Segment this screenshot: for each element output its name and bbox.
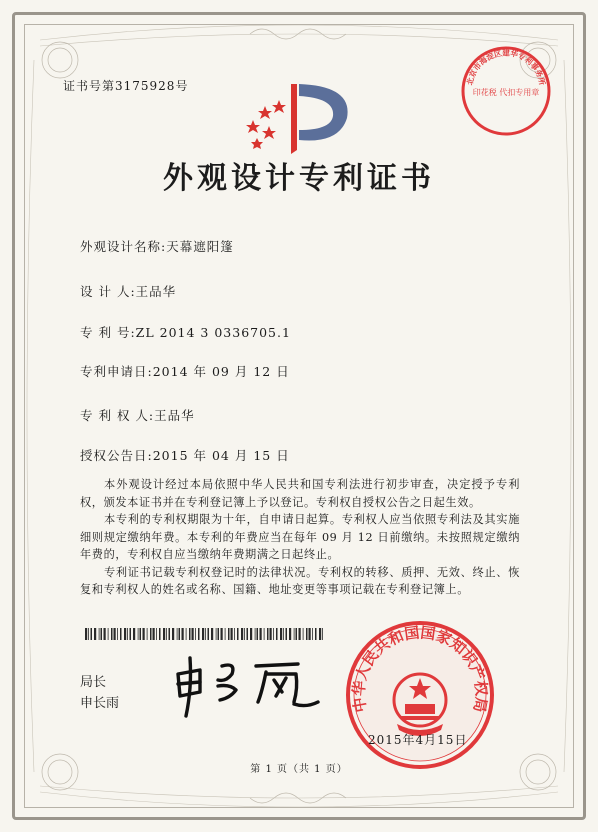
field-value: 王品华 xyxy=(135,284,177,299)
field-label: 设 计 人: xyxy=(80,284,136,299)
field-value: 天幕遮阳篷 xyxy=(166,239,234,254)
svg-text:北京市海淀区建华专利事务所 xyxy=(464,48,548,87)
field-label: 专利申请日: xyxy=(80,364,153,379)
seal-date: 2015年4月15日 xyxy=(368,733,468,747)
field-value: ZL 2014 3 0336705.1 xyxy=(135,325,291,340)
director-title: 局长 xyxy=(80,675,107,690)
certificate-body xyxy=(80,476,520,599)
director-signature xyxy=(170,652,330,722)
designer-field xyxy=(80,282,176,300)
certificate-title: 外观设计专利证书 xyxy=(163,161,435,196)
application-date-field xyxy=(80,362,290,380)
field-label: 专 利 号: xyxy=(80,325,136,340)
patent-number-field xyxy=(80,323,291,341)
field-label: 专 利 权 人: xyxy=(80,408,155,423)
barcode xyxy=(85,628,325,640)
field-value: 2015 年 04 月 15 日 xyxy=(152,448,290,463)
tax-stamp-seal xyxy=(460,45,552,137)
field-label: 授权公告日: xyxy=(80,448,153,463)
page-number: 第 1 页（共 1 页） xyxy=(250,764,348,775)
field-value: 2014 年 09 月 12 日 xyxy=(152,364,290,379)
field-label: 外观设计名称: xyxy=(80,239,167,254)
director-name: 申长雨 xyxy=(80,696,120,711)
certificate-number: 证书号第3175928号 xyxy=(63,79,189,93)
body-paragraph: 专利证书记载专利权登记时的法律状况。专利权的转移、质押、无效、终止、恢复和专利权人的姓名或名称、国籍、地址变更等事项记载在专利登记簿上。 xyxy=(80,565,520,596)
patent-office-logo-icon xyxy=(243,78,359,158)
body-paragraph: 本专利的专利权期限为十年，自申请日起算。专利权人应当依照专利法及其实施细则规定缴纳年费。本专利的年费应当在每年 09 月 12 日前缴纳。未按照规定缴纳年费的，专利权自应当缴纳年费期满之日起终止。 xyxy=(80,513,520,561)
small-seal-inner: 印花税 代扣专用章 xyxy=(472,88,540,97)
patentee-field xyxy=(80,406,195,424)
grant-date-field xyxy=(80,446,290,464)
seal-text: 中华人民共和国国家知识产权局 xyxy=(349,623,491,714)
field-value: 王品华 xyxy=(154,408,195,423)
small-seal-text: 北京市海淀区建华专利事务所 xyxy=(465,48,547,87)
body-paragraph: 本外观设计经过本局依照中华人民共和国专利法进行初步审查，决定授予专利权，颁发本证书并在专利登记簿上予以登记。专利权自授权公告之日起生效。 xyxy=(80,478,520,509)
design-name-field xyxy=(80,237,234,255)
